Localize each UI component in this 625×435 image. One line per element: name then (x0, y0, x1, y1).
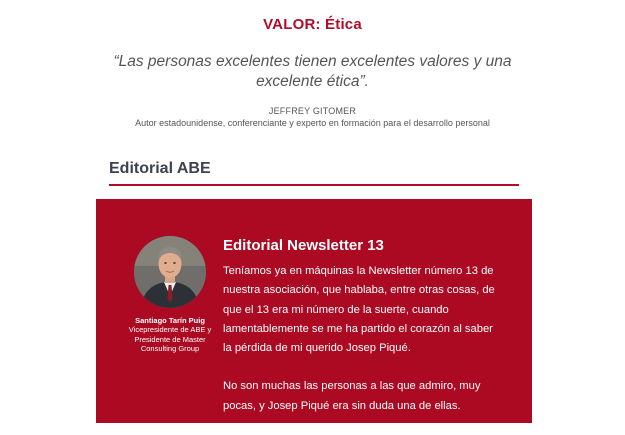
quote-author-role: Autor estadounidense, conferenciante y experto en formación para el desarrollo personal (135, 118, 490, 128)
author-avatar (134, 236, 206, 308)
newsletter-paragraph: Teníamos ya en máquinas la Newsletter número 13 de nuestra asociación, que hablaba, entre otras cosas, de que el 13 era mi número de la suerte, cuando lamentablemente se me ha partido el corazón al saber la pérdida de mi querido Josep Piqué. (223, 265, 495, 355)
editorial-card (96, 199, 532, 423)
newsletter-body (223, 262, 503, 435)
value-quote: “Las personas excelentes tienen excelentes valores y una excelente ética”. (113, 53, 512, 90)
author-photo (134, 236, 206, 308)
quote-author-name: JEFFREY GITOMER (268, 106, 357, 116)
section-title: Editorial ABE (109, 160, 211, 177)
author-name: Santiago Tarín Puig (135, 316, 205, 325)
section-divider (109, 184, 519, 186)
newsletter-paragraph: No son muchas las personas a las que admiro, muy pocas, y Josep Piqué era sin duda una de ellas. (223, 380, 481, 412)
value-title: VALOR: Ética (263, 16, 362, 33)
newsletter-title: Editorial Newsletter 13 (223, 237, 384, 254)
author-role: Vicepresidente de ABE y Presidente de Master Consulting Group (128, 325, 212, 353)
